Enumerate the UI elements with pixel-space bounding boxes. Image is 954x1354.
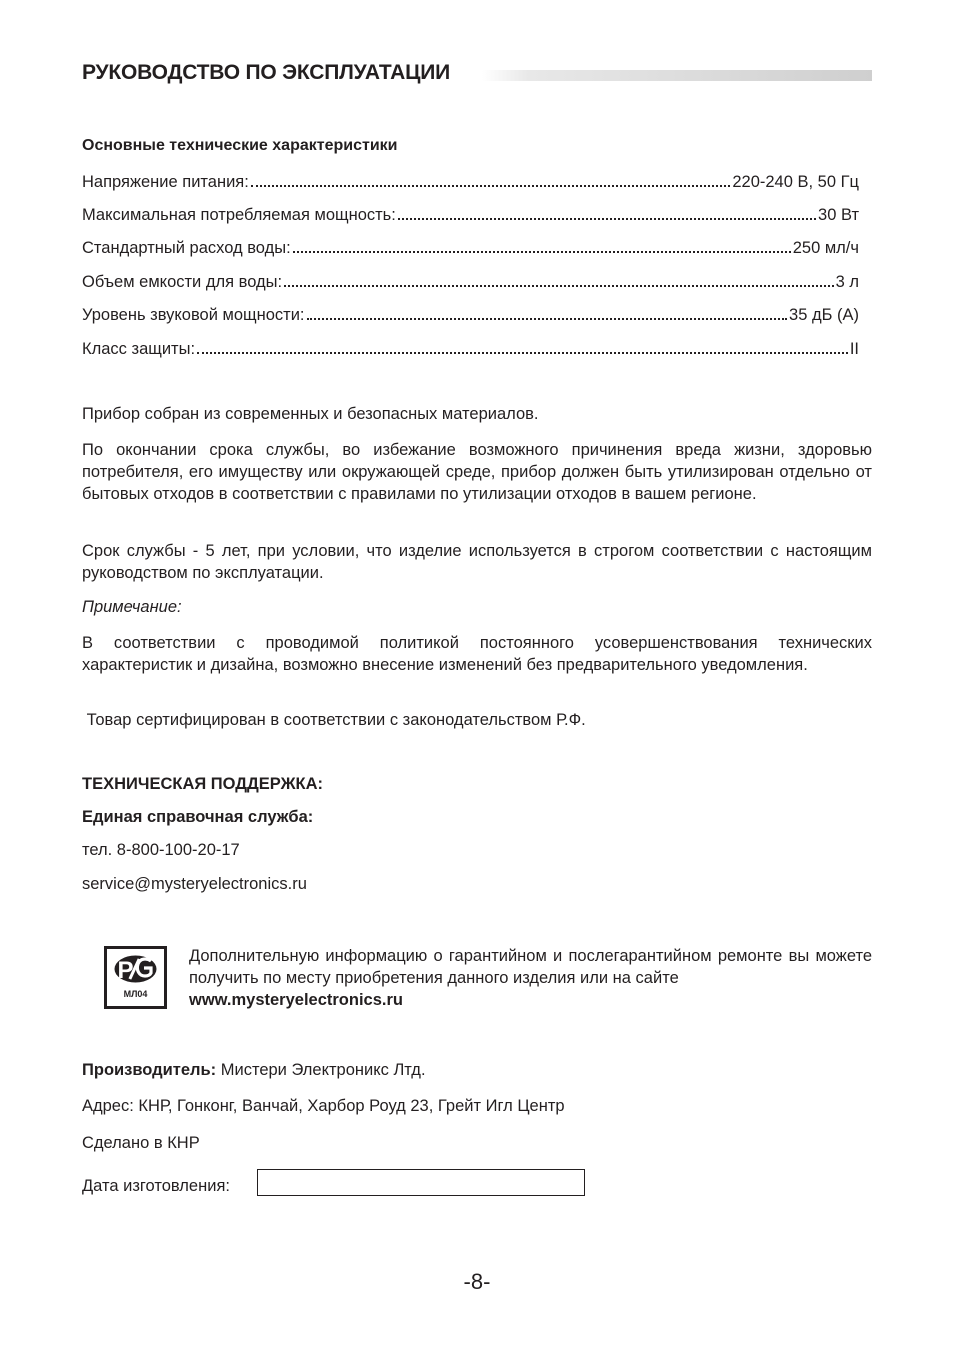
support-title: ТЕХНИЧЕСКАЯ ПОДДЕРЖКА:	[82, 775, 323, 793]
spec-row	[82, 270, 859, 292]
spec-row	[82, 170, 859, 192]
specs-title: Основные технические характеристики	[82, 137, 398, 154]
made-in: Сделано в КНР	[82, 1134, 200, 1152]
dot-leader	[251, 185, 731, 187]
support-phone: тел. 8-800-100-20-17	[82, 841, 240, 859]
spec-label: Класс защиты:	[82, 340, 196, 358]
spec-value: II	[849, 340, 859, 358]
website-link[interactable]: www.mysteryelectronics.ru	[189, 991, 403, 1009]
spec-value: 30 Вт	[818, 206, 859, 224]
certification-text	[189, 945, 872, 1011]
note-label: Примечание:	[82, 598, 182, 616]
cert-code: МЛ04	[123, 989, 148, 999]
page-number: -8-	[463, 1269, 491, 1294]
manufacture-date-field[interactable]	[257, 1169, 585, 1196]
spec-value: 3 л	[835, 273, 859, 291]
spec-label: Напряжение питания:	[82, 173, 249, 191]
rst-logo-icon	[115, 956, 157, 985]
spec-label: Объем емкости для воды:	[82, 273, 283, 291]
manufacturer-name: Мистери Электроникс Лтд.	[216, 1061, 426, 1079]
spec-row	[82, 303, 859, 325]
note-paragraph: В соответствии с проводимой политикой постоянного усовершенствования технических характеристик и дизайна, возможно внесение изменений без предварительного уведомления.	[82, 634, 872, 674]
service-label: Единая справочная служба:	[82, 808, 314, 826]
date-label: Дата изготовления:	[82, 1177, 230, 1195]
lifetime-paragraph: Срок службы - 5 лет, при условии, что изделие используется в строгом соответствии с настоящим руководством по эксплуатации.	[82, 542, 872, 582]
spec-label: Максимальная потребляемая мощность:	[82, 206, 396, 224]
dot-leader	[398, 218, 816, 220]
manufacturer-address: Адрес: КНР, Гонконг, Ванчай, Харбор Роуд 23, Грейт Игл Центр	[82, 1097, 565, 1115]
dot-leader	[197, 352, 848, 354]
materials-paragraph: Прибор собран из современных и безопасных материалов.	[82, 405, 539, 423]
spec-value: 220-240 В, 50 Гц	[732, 173, 859, 191]
manufacturer-label: Производитель:	[82, 1061, 217, 1079]
page-title: РУКОВОДСТВО ПО ЭКСПЛУАТАЦИИ	[82, 61, 451, 84]
spec-value: 250 мл/ч	[792, 239, 859, 257]
page-header	[82, 60, 872, 90]
manufacturer-line	[82, 1061, 426, 1080]
spec-label: Стандартный расход воды:	[82, 239, 291, 257]
svg-text:P: P	[117, 957, 134, 984]
support-email: service@mysteryelectronics.ru	[82, 875, 307, 893]
spec-row	[82, 236, 859, 258]
certified-paragraph: Товар сертифицирован в соответствии с законодательством Р.Ф.	[82, 711, 586, 729]
spec-row	[82, 203, 859, 225]
dot-leader	[284, 285, 834, 287]
spec-row	[82, 337, 859, 359]
disposal-paragraph: По окончании срока службы, во избежание возможного причинения вреда жизни, здоровью потребителя, его имуществу или окружающей среде, прибор должен быть утилизирован отдельно от бытовых отходов в соответствии с правилами по утилизации отходов в вашем регионе.	[82, 441, 872, 503]
warranty-info: Дополнительную информацию о гарантийном и послегарантийном ремонте вы можете получить по месту приобретения данного изделия или на сайте	[189, 947, 872, 987]
certification-mark-icon	[104, 946, 167, 1009]
dot-leader	[307, 318, 788, 320]
spec-value: 35 дБ (А)	[789, 306, 859, 324]
dot-leader	[293, 251, 791, 253]
header-gradient-bar	[482, 70, 872, 81]
spec-label: Уровень звуковой мощности:	[82, 306, 305, 324]
